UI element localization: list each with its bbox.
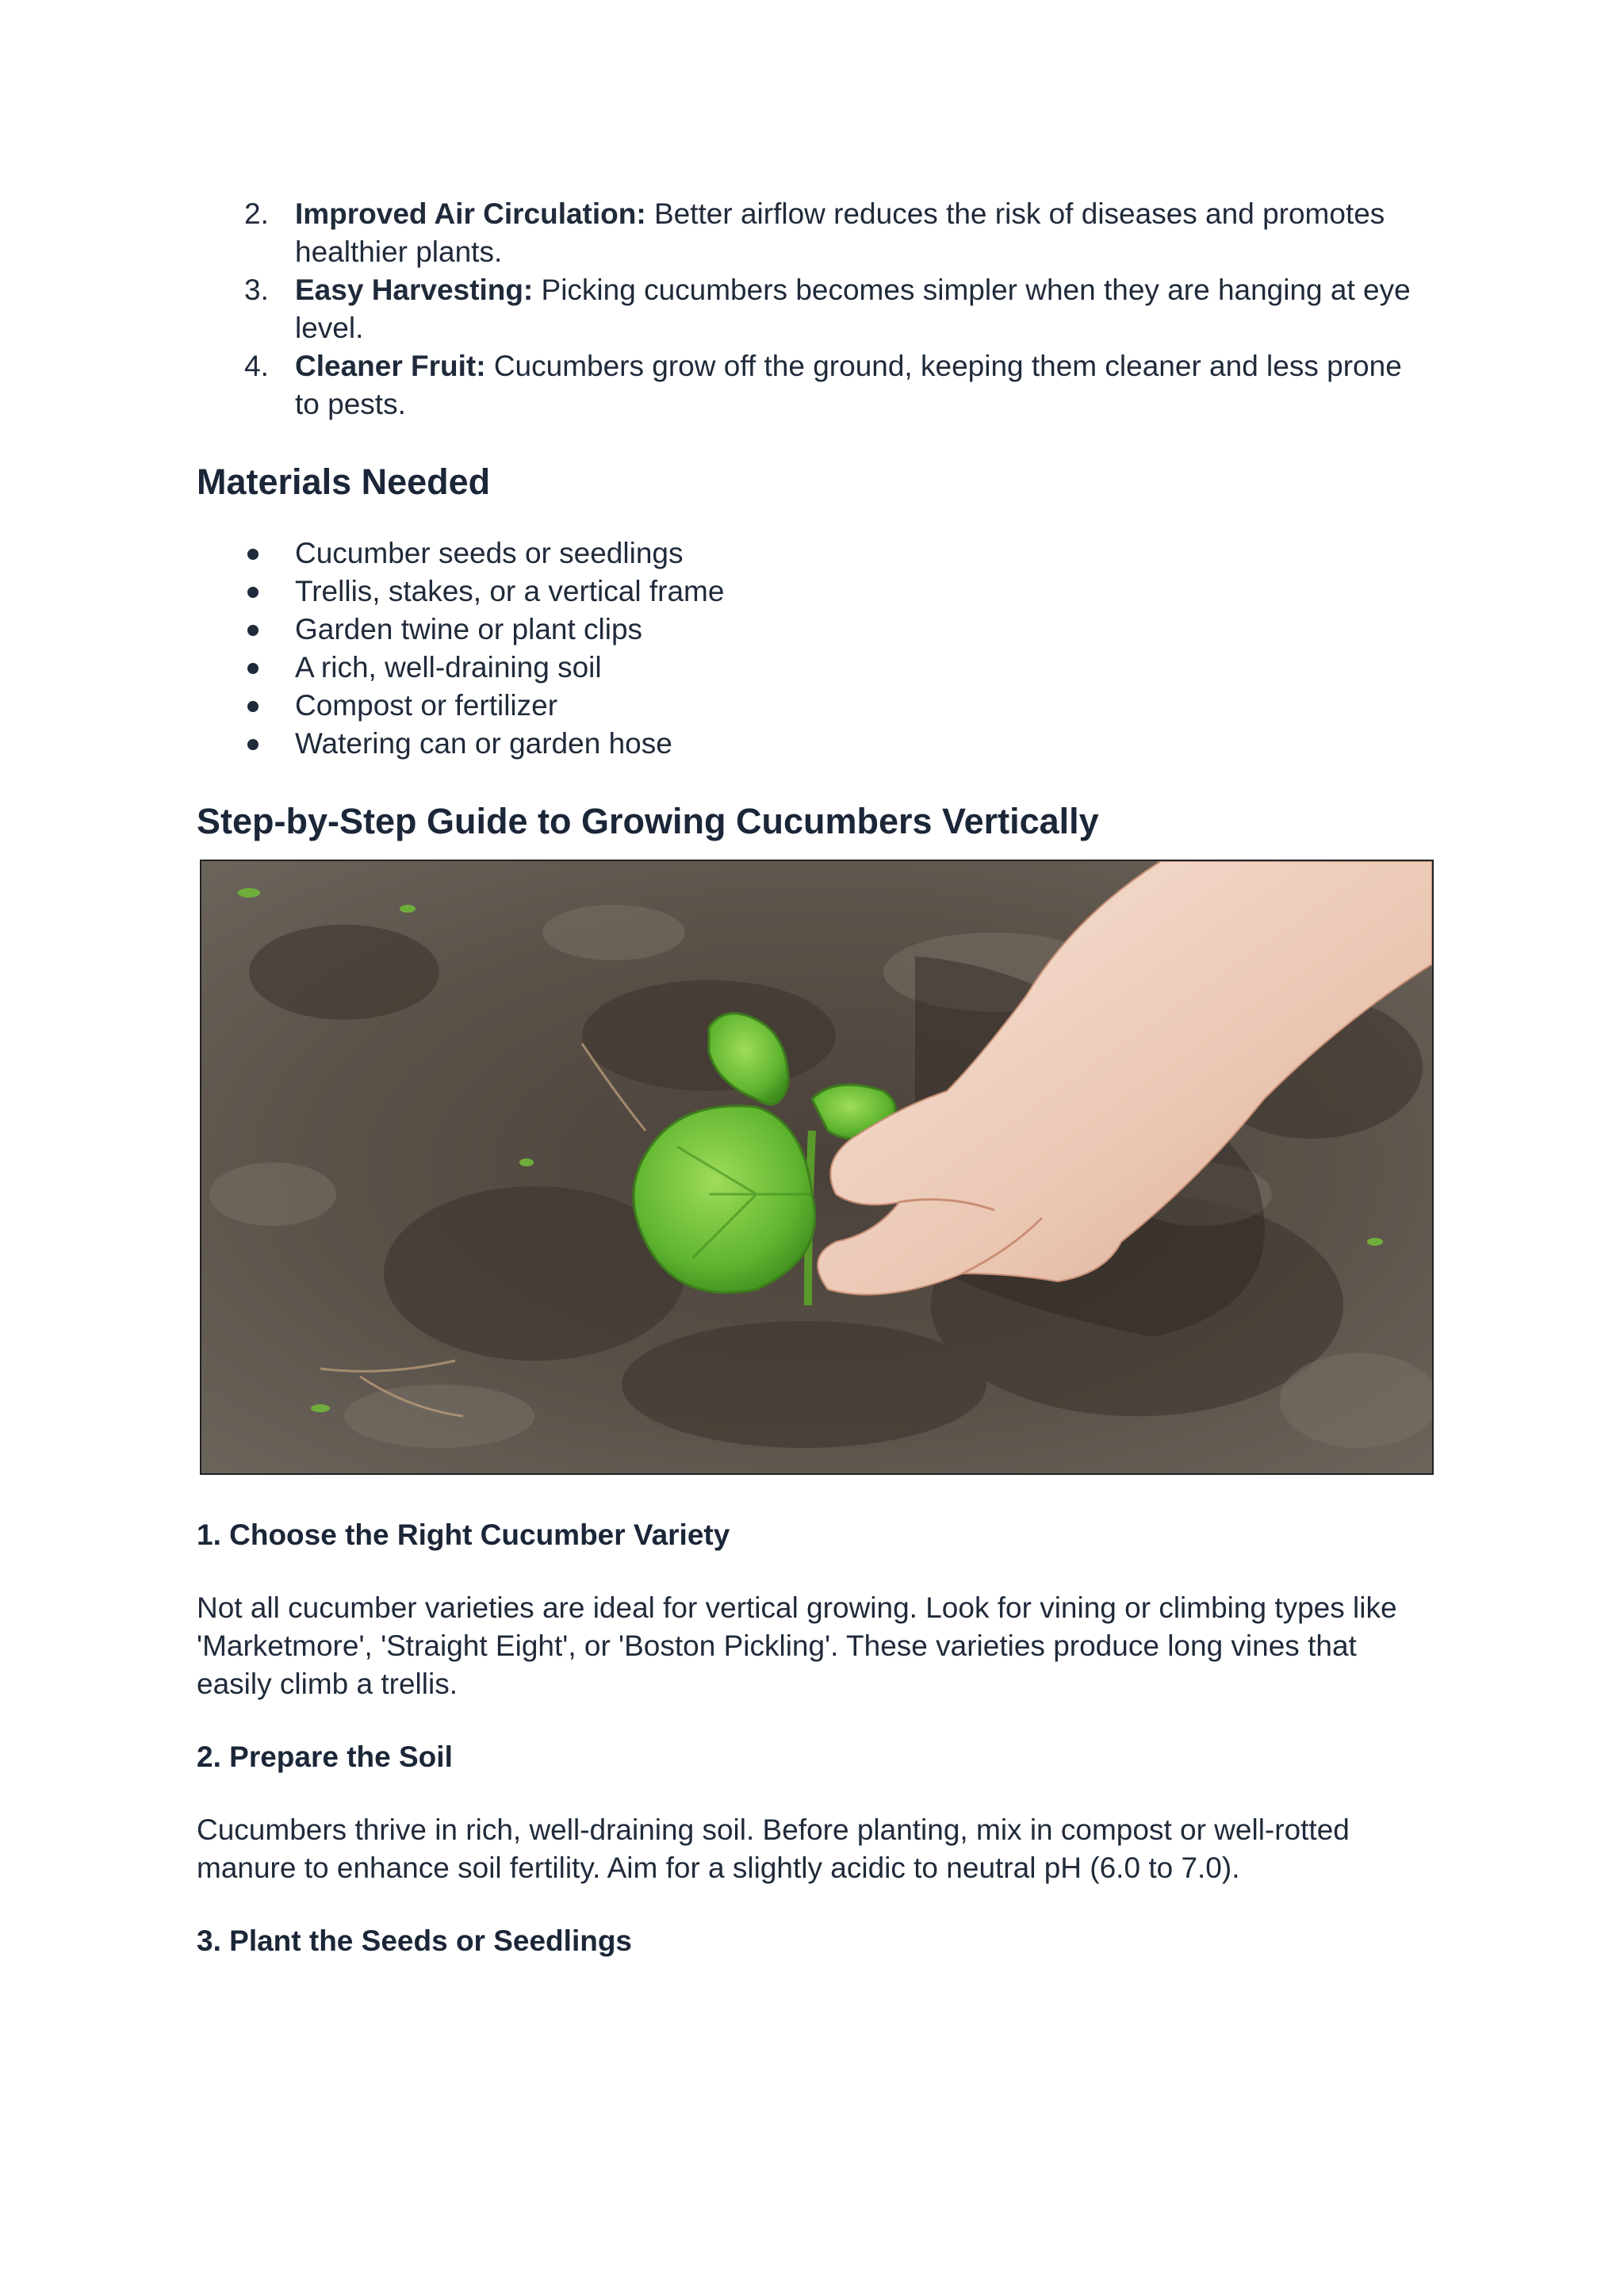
list-item-text: Trellis, stakes, or a vertical frame	[295, 575, 725, 607]
step-2-body: Cucumbers thrive in rich, well-draining soil. Before planting, mix in compost or well-rotted manure to enhance soil fertility. Aim for a slightly acidic to neutral pH (6.0 to 7.0).	[197, 1813, 1350, 1884]
benefits-list	[197, 195, 1434, 423]
list-item	[197, 573, 1434, 611]
benefit-item-3	[197, 271, 1434, 347]
materials-heading: Materials Needed	[197, 461, 491, 502]
bullet-icon	[247, 663, 259, 674]
guide-heading: Step-by-Step Guide to Growing Cucumbers Vertically	[197, 801, 1099, 841]
benefit-label: Improved Air Circulation:	[295, 197, 646, 230]
list-number: 3.	[244, 274, 269, 306]
benefit-label: Easy Harvesting:	[295, 274, 534, 306]
benefit-label: Cleaner Fruit:	[295, 350, 486, 382]
list-item	[197, 725, 1434, 763]
list-item-text: A rich, well-draining soil	[295, 651, 602, 684]
benefit-text: Cucumbers grow off the ground, keeping them cleaner and less prone to pests.	[295, 350, 1402, 420]
list-number: 2.	[244, 197, 269, 230]
list-item	[197, 534, 1434, 573]
list-item	[197, 611, 1434, 649]
list-item-text: Garden twine or plant clips	[295, 613, 643, 645]
seedling-planting-photo	[200, 860, 1434, 1475]
list-item-text: Watering can or garden hose	[295, 727, 672, 760]
bullet-icon	[247, 587, 259, 598]
bullet-icon	[247, 625, 259, 636]
bullet-icon	[247, 549, 259, 560]
benefit-text: Picking cucumbers becomes simpler when they are hanging at eye level.	[295, 274, 1411, 344]
list-item-text: Cucumber seeds or seedlings	[295, 537, 684, 569]
benefit-item-2	[197, 195, 1434, 271]
step-1-body: Not all cucumber varieties are ideal for vertical growing. Look for vining or climbing types like 'Marketmore', 'Straight Eight', or 'Boston Pickling'. These varieties produce long vines that easily climb a trellis.	[197, 1591, 1397, 1700]
list-item	[197, 649, 1434, 687]
step-1-heading: 1. Choose the Right Cucumber Variety	[197, 1518, 730, 1551]
materials-list	[197, 534, 1434, 763]
document-page	[197, 176, 1434, 1960]
bullet-icon	[247, 701, 259, 712]
step-2-heading: 2. Prepare the Soil	[197, 1741, 453, 1773]
benefit-text: Better airflow reduces the risk of diseases and promotes healthier plants.	[295, 197, 1385, 268]
step-3-heading: 3. Plant the Seeds or Seedlings	[197, 1924, 633, 1957]
bullet-icon	[247, 739, 259, 750]
list-item-text: Compost or fertilizer	[295, 689, 558, 722]
list-number: 4.	[244, 350, 269, 382]
benefit-item-4	[197, 347, 1434, 423]
list-item	[197, 687, 1434, 725]
